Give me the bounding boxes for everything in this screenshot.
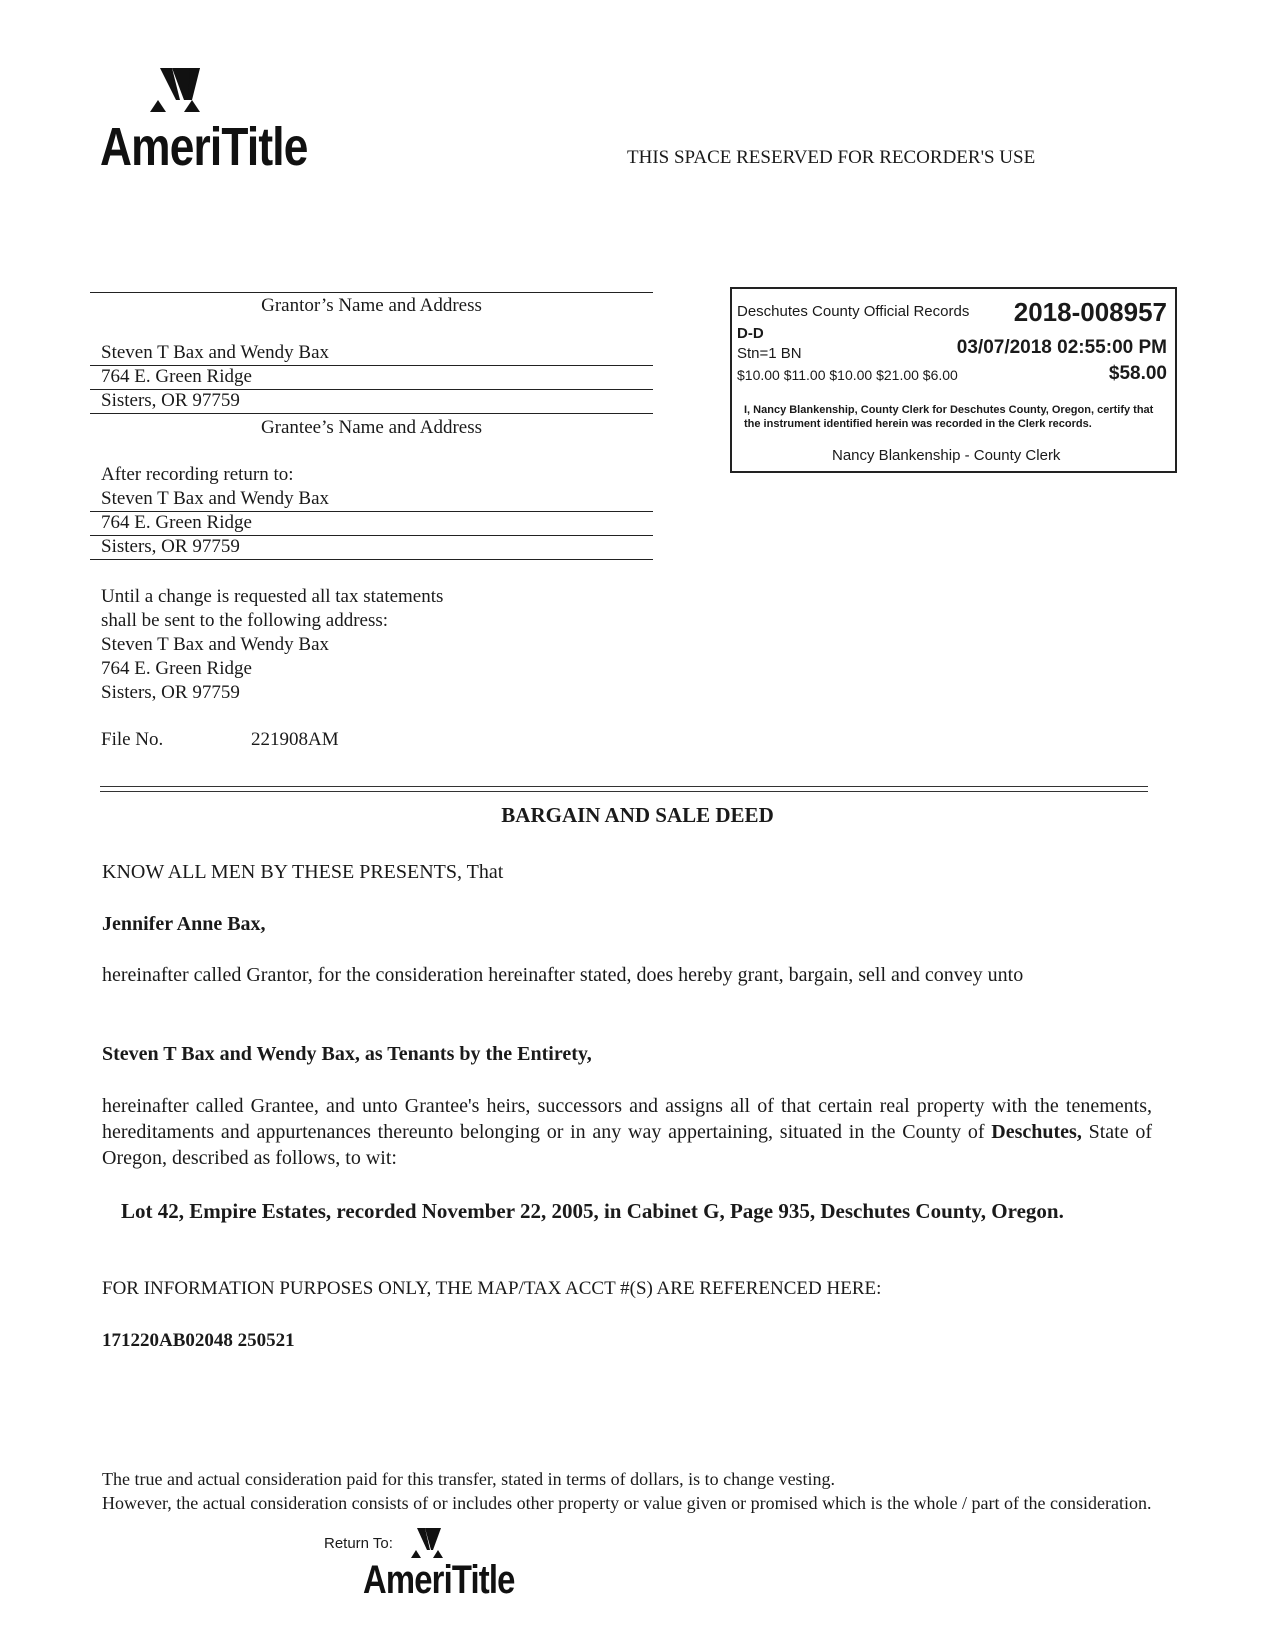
footer-return-to-label: Return To:: [324, 1535, 393, 1552]
rule-return-city: [90, 559, 653, 560]
grantee-label: Grantee’s Name and Address: [260, 417, 483, 438]
property-clause-a: hereinafter called Grantee, and unto Grantee's heirs, successors and assigns all of that certain real property with the tenements, hereditaments and appurtenances thereunto belonging or in any way appertaining, situated in the County of: [102, 1095, 1152, 1143]
property-clause-b: State of Oregon, described as follows, to wit:: [102, 1121, 1152, 1169]
return-to-name: Steven T Bax and Wendy Bax: [101, 488, 330, 509]
grantor-city: Sisters, OR 97759: [101, 390, 240, 411]
footer-logo-mark-icon: [403, 1526, 463, 1562]
deed-intro: KNOW ALL MEN BY THESE PRESENTS, That: [102, 861, 504, 883]
grantor-label: Grantor’s Name and Address: [261, 295, 482, 316]
file-no-label: File No.: [101, 729, 164, 750]
deed-title: BARGAIN AND SALE DEED: [501, 803, 774, 827]
ameritile-logo: [100, 64, 340, 177]
return-to-city: Sisters, OR 97759: [101, 536, 240, 557]
stamp-clerk: Nancy Blankenship - County Clerk: [832, 447, 1061, 464]
tax-statement-line2: shall be sent to the following address:: [101, 610, 389, 631]
property-county: Deschutes,: [991, 1121, 1082, 1143]
ameritile-logo-mark-icon: [100, 64, 340, 124]
tax-statement-street: 764 E. Green Ridge: [101, 658, 252, 679]
stamp-fees: $10.00 $11.00 $10.00 $21.00 $6.00: [737, 367, 958, 383]
recorder-reserved-label: THIS SPACE RESERVED FOR RECORDER'S USE: [627, 147, 1036, 168]
return-to-label: After recording return to:: [101, 464, 294, 485]
map-tax-label: FOR INFORMATION PURPOSES ONLY, THE MAP/TAX ACCT #(S) ARE REFERENCED HERE:: [102, 1278, 882, 1299]
rule-grantor-city: [90, 413, 653, 414]
tax-statement-line1: Until a change is requested all tax statements: [101, 586, 444, 607]
map-tax-numbers: 171220AB02048 250521: [102, 1330, 295, 1351]
stamp-station: Stn=1 BN: [737, 345, 802, 362]
deed-grant-clause: hereinafter called Grantor, for the consideration hereinafter stated, does hereby grant, bargain, sell and convey unto: [102, 964, 1024, 986]
deed-legal-description: Lot 42, Empire Estates, recorded November 22, 2005, in Cabinet G, Page 935, Deschutes County, Oregon.: [121, 1199, 1064, 1223]
grantor-street: 764 E. Green Ridge: [101, 366, 252, 387]
grantor-name: Steven T Bax and Wendy Bax: [101, 342, 330, 363]
deed-grantor-name: Jennifer Anne Bax,: [102, 913, 266, 935]
deed-property-clause: [102, 1093, 1152, 1171]
ameritile-logo-text: AmeriTitle: [100, 117, 308, 177]
tax-statement-name: Steven T Bax and Wendy Bax: [101, 634, 330, 655]
tax-statement-city: Sisters, OR 97759: [101, 682, 240, 703]
stamp-certification: I, Nancy Blankenship, County Clerk for Deschutes County, Oregon, certify that the instrument identified herein was recorded in the Clerk records.: [744, 404, 1154, 430]
recorder-stamp: [730, 287, 1177, 473]
file-no-value: 221908AM: [251, 729, 339, 750]
footer-ameritile-logo: [363, 1526, 533, 1606]
stamp-datetime: 03/07/2018 02:55:00 PM: [956, 337, 1167, 358]
stamp-doc-type: D-D: [737, 325, 764, 342]
rule-top: [90, 292, 653, 293]
stamp-record-number: 2018-008957: [1013, 297, 1167, 327]
consideration-statement-2: However, the actual consideration consists of or includes other property or value given or promised which is the whole / part of the consideration.: [102, 1493, 1152, 1513]
footer-logo-text: AmeriTitle: [363, 1558, 515, 1602]
section-divider: [100, 786, 1148, 792]
consideration-statement-1: The true and actual consideration paid for this transfer, stated in terms of dollars, is to change vesting.: [102, 1469, 836, 1489]
stamp-office: Deschutes County Official Records: [737, 303, 970, 320]
stamp-total: $58.00: [1108, 363, 1167, 384]
deed-grantee-name: Steven T Bax and Wendy Bax, as Tenants by the Entirety,: [102, 1043, 592, 1065]
return-to-street: 764 E. Green Ridge: [101, 512, 252, 533]
